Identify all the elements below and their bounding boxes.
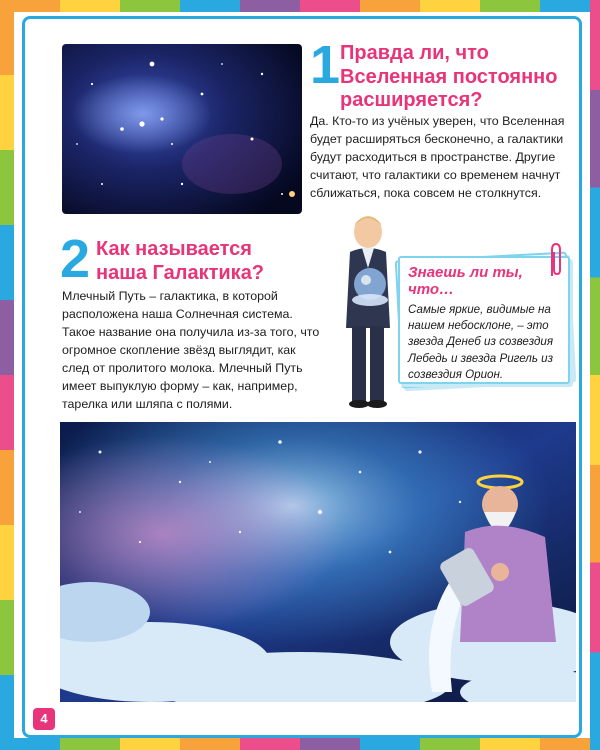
rainbow-border-bottom [0,738,600,750]
section-1-heading: Правда ли, что Вселенная постоянно расширяется? [340,42,558,112]
page-number: 4 [33,708,55,730]
nebula-photo [62,44,302,214]
rainbow-border-left [0,0,14,750]
section-2-text: Млечный Путь – галактика, в которой расположена наша Солнечная система. Такое название она получила из-за того, что огромное скопление звёзд выглядит, как след от пролитого молока. Млечный Путь имеет выпуклую форму – как, например, тарелка или шляпа с полями. [62,289,320,411]
milky-way-illustration [60,422,576,702]
note-text: Самые яркие, видимые на нашем небосклоне, – это звезда Денеб из созвездия Лебедь и звезда Ригель из созвездия Орион. [408,303,554,381]
rainbow-border-right [590,0,600,750]
did-you-know-note [398,256,570,384]
rainbow-border-top [0,0,600,12]
section-1-text: Да. Кто-то из учёных уверен, что Вселенная будет расширяться бесконечно, а галактики будут расходиться в пространстве. Другие считают, что галактики со временем начнут сближаться, пока совсем не столкнутся. [310,114,565,200]
note-title: Знаешь ли ты, что… [408,264,523,299]
section-2-number: 2 [60,229,91,289]
section-1-number: 1 [310,35,341,95]
section-2-heading: Как называется наша Галактика? [96,238,265,284]
paper-clip-icon [548,242,562,278]
